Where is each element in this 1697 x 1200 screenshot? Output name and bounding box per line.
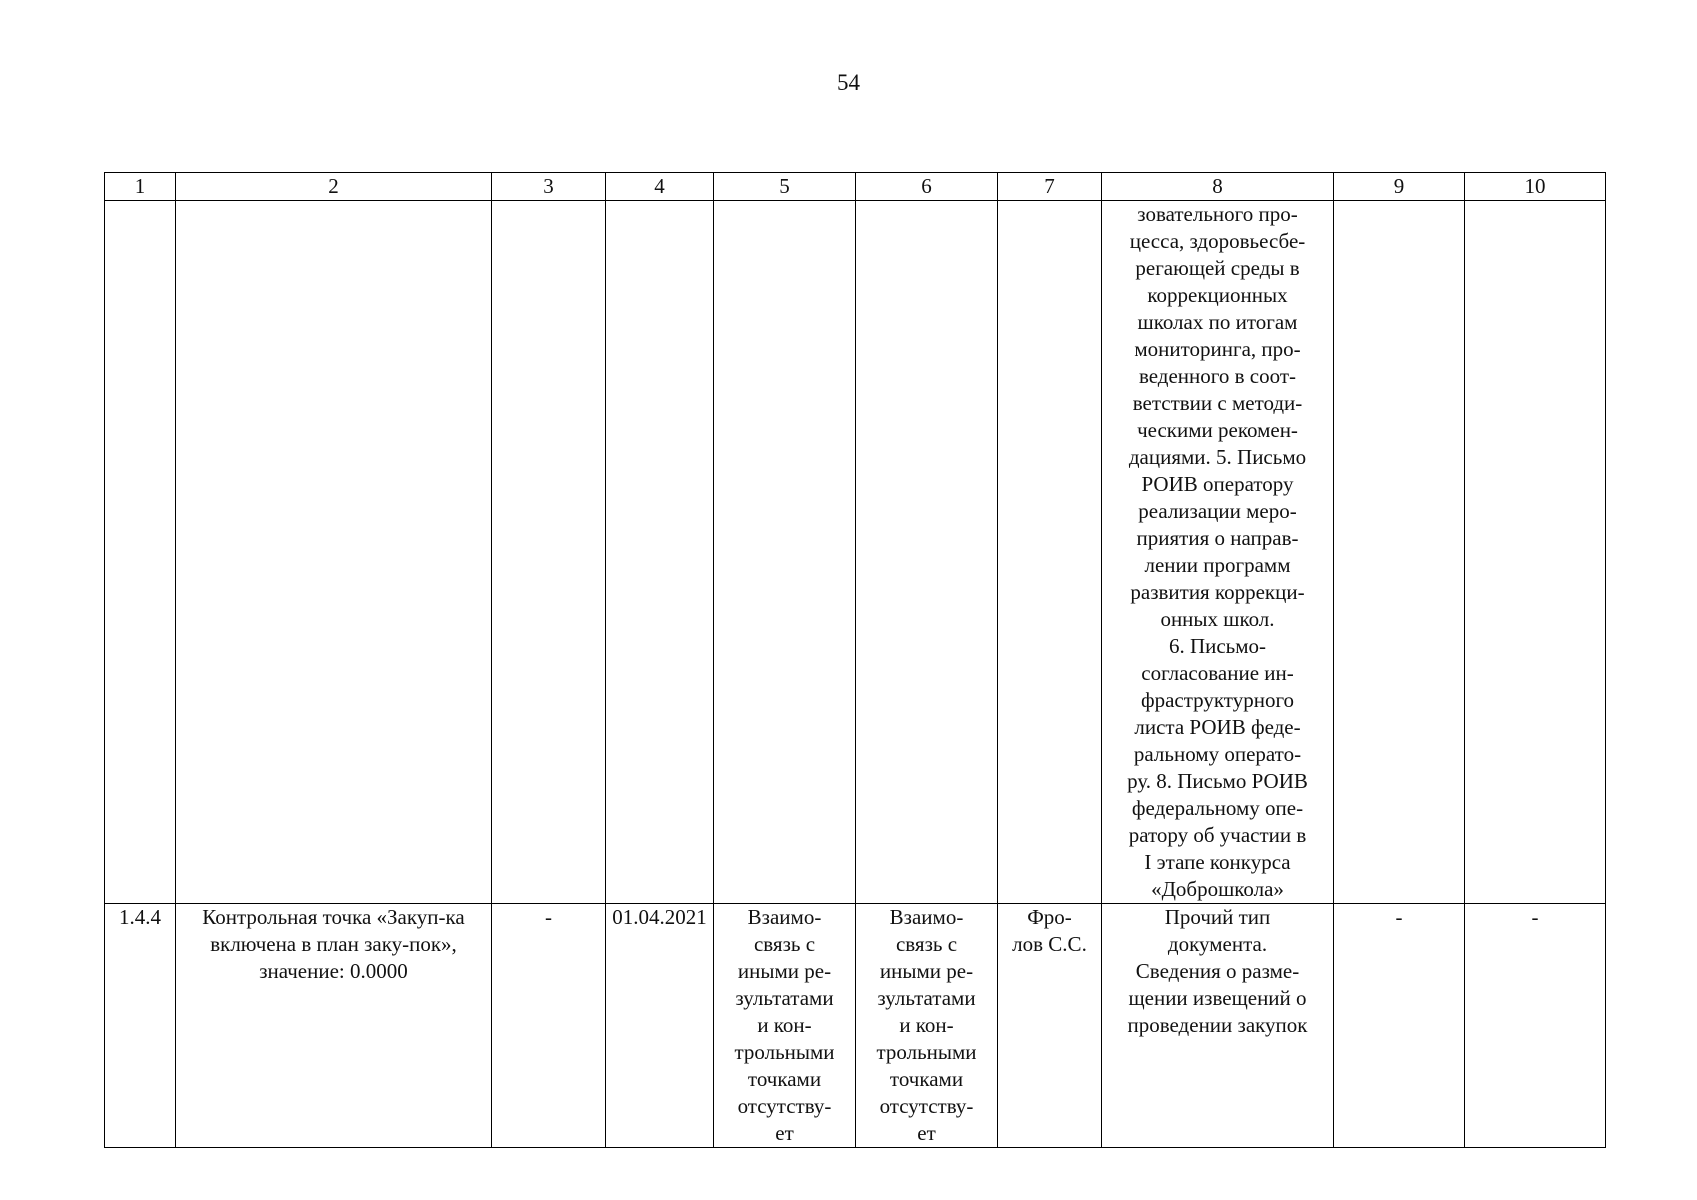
table-row bbox=[105, 904, 1606, 1148]
cont-cell-2 bbox=[176, 201, 492, 904]
column-header-6: 6 bbox=[856, 173, 998, 201]
column-header-9: 9 bbox=[1334, 173, 1465, 201]
column-header-8: 8 bbox=[1102, 173, 1334, 201]
row-cell-6: Взаимо- связь с иными ре- зультатами и кон- трольными точками отсутству- ет bbox=[856, 904, 998, 1148]
header-row bbox=[105, 173, 1606, 201]
continuation-row bbox=[105, 201, 1606, 904]
column-header-5: 5 bbox=[714, 173, 856, 201]
cont-cell-8-documents: зовательного про- цесса, здоровьесбе- регающей среды в коррекционных школах по итогам мониторинга, про- веденного в соот- ветствии с методи- ческими рекомен- дациями. 5. Письмо РОИВ оператору реализации меро- приятия о направ- лении программ развития коррекци- онных школ. 6. Письмо- согласование ин- фраструктурного листа РОИВ феде- ральному операто- ру. 8. Письмо РОИВ федеральному опе- ратору об участии в I этапе конкурса «Доброшкола» bbox=[1102, 201, 1334, 904]
row-cell-10: - bbox=[1465, 904, 1606, 1148]
cont-cell-3 bbox=[492, 201, 606, 904]
column-header-10: 10 bbox=[1465, 173, 1606, 201]
column-header-7: 7 bbox=[998, 173, 1102, 201]
row-number: 1.4.4 bbox=[105, 904, 176, 1148]
document-table bbox=[104, 172, 1606, 1148]
row-cell-3: - bbox=[492, 904, 606, 1148]
column-header-2: 2 bbox=[176, 173, 492, 201]
row-description: Контрольная точка «Закуп-ка включена в план заку-пок», значение: 0.0000 bbox=[176, 904, 492, 1148]
cont-cell-1 bbox=[105, 201, 176, 904]
row-date: 01.04.2021 bbox=[606, 904, 714, 1148]
row-responsible: Фро- лов С.С. bbox=[998, 904, 1102, 1148]
row-cell-5: Взаимо- связь с иными ре- зультатами и кон- трольными точками отсутству- ет bbox=[714, 904, 856, 1148]
cont-cell-10 bbox=[1465, 201, 1606, 904]
row-document-type: Прочий тип документа. Сведения о разме- щении извещений о проведении закупок bbox=[1102, 904, 1334, 1148]
column-header-3: 3 bbox=[492, 173, 606, 201]
cont-cell-4 bbox=[606, 201, 714, 904]
cont-cell-7 bbox=[998, 201, 1102, 904]
page-number: 54 bbox=[837, 70, 860, 95]
cont-cell-6 bbox=[856, 201, 998, 904]
cont-cell-9 bbox=[1334, 201, 1465, 904]
cont-cell-5 bbox=[714, 201, 856, 904]
column-header-1: 1 bbox=[105, 173, 176, 201]
column-header-4: 4 bbox=[606, 173, 714, 201]
row-cell-9: - bbox=[1334, 904, 1465, 1148]
